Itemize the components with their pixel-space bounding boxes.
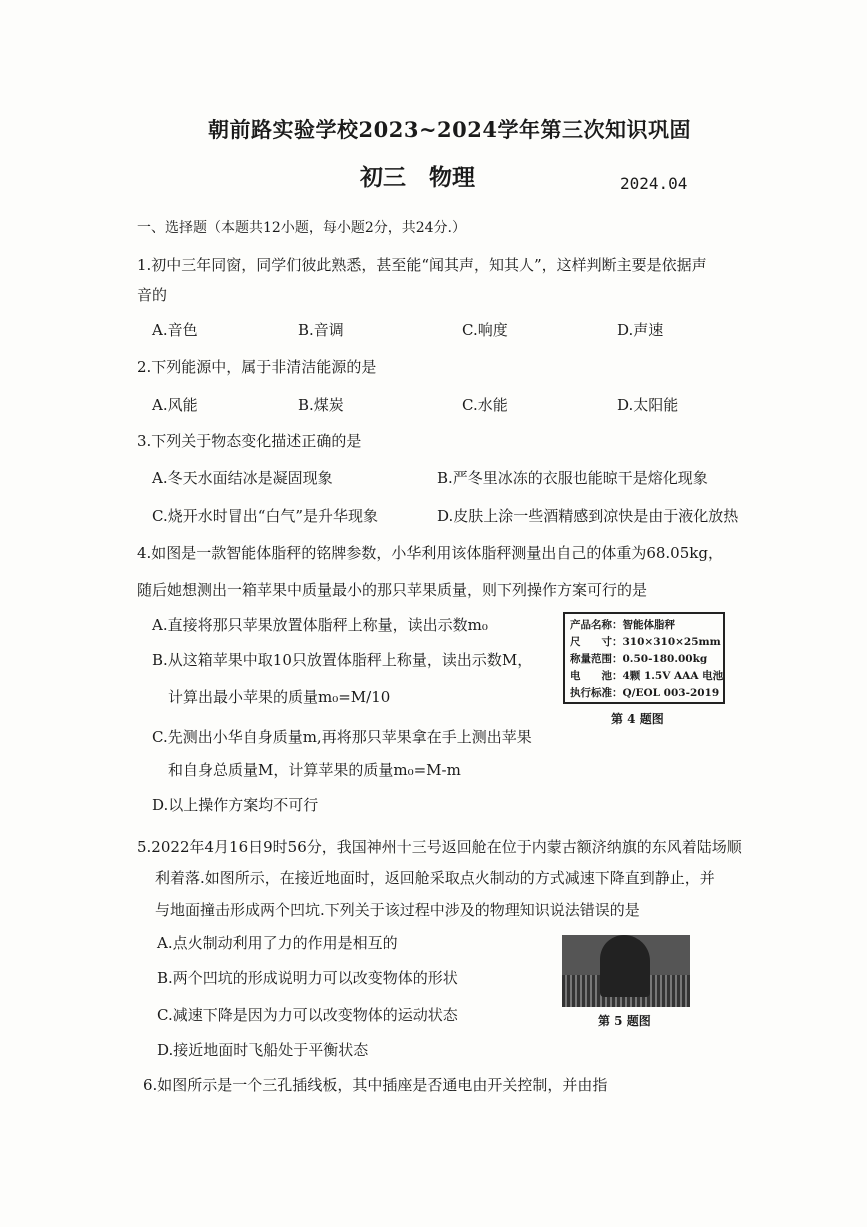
q5-option-a: A.点火制动利用了力的作用是相互的: [157, 934, 398, 952]
spec-line: 尺 寸：310×310×25mm: [570, 636, 721, 648]
q4-stem-cont: 随后她想测出一箱苹果中质量最小的那只苹果质量，则下列操作方案可行的是: [137, 581, 648, 599]
q4-option-a: A.直接将那只苹果放置体脂秤上称量，读出示数m₀: [152, 616, 488, 634]
q5-option-d: D.接近地面时飞船处于平衡状态: [157, 1041, 369, 1059]
capsule-photo: [562, 935, 690, 1007]
q3-stem: 3.下列关于物态变化描述正确的是: [137, 432, 362, 450]
q3-option-d: D.皮肤上涂一些酒精感到凉快是由于液化放热: [437, 507, 739, 525]
exam-title: 朝前路实验学校2023~2024学年第三次知识巩固: [208, 117, 691, 142]
q4-option-b: B.从这箱苹果中取10只放置体脂秤上称量，读出示数M，: [152, 651, 533, 669]
figure-4-caption: 第 4 题图: [611, 712, 664, 726]
q1-stem: 1.初中三年同窗，同学们彼此熟悉，甚至能“闻其声，知其人”，这样判断主要是依据声: [137, 256, 707, 274]
q6-stem: 6.如图所示是一个三孔插线板，其中插座是否通电由开关控制，并由指: [143, 1076, 608, 1094]
q3-option-a: A.冬天水面结冰是凝固现象: [152, 469, 333, 487]
subject: 初三 物理: [360, 164, 475, 191]
nameplate-figure: [563, 612, 725, 704]
q1-stem-cont: 音的: [137, 286, 168, 304]
q5-stem-cont2: 与地面撞击形成两个凹坑.下列关于该过程中涉及的物理知识说法错误的是: [155, 901, 640, 919]
q1-option-b: B.音调: [298, 321, 344, 339]
q2-option-d: D.太阳能: [617, 396, 679, 414]
q2-option-c: C.水能: [462, 396, 508, 414]
figure-5-caption: 第 5 题图: [598, 1014, 651, 1028]
q2-option-a: A.风能: [152, 396, 198, 414]
q5-stem-cont: 利着落.如图所示，在接近地面时，返回舱采取点火制动的方式减速下降直到静止，并: [155, 869, 715, 887]
q3-option-c: C.烧开水时冒出“白气”是升华现象: [152, 507, 379, 525]
spec-line: 执行标准：Q/EOL 003-2019: [570, 687, 720, 699]
q4-stem: 4.如图是一款智能体脂秤的铭牌参数，小华利用该体脂秤测量出自己的体重为68.05kg，: [137, 544, 723, 562]
q1-option-d: D.声速: [617, 321, 664, 339]
exam-date: 2024.04: [620, 174, 688, 193]
spec-line: 产品名称：智能体脂秤: [570, 619, 675, 631]
q2-option-b: B.煤炭: [298, 396, 344, 414]
section-heading: 一、选择题（本题共12小题，每小题2分，共24分.）: [137, 220, 466, 236]
q5-option-b: B.两个凹坑的形成说明力可以改变物体的形状: [157, 969, 458, 987]
q1-option-a: A.音色: [152, 321, 198, 339]
spec-line: 电 池：4颗 1.5V AAA 电池: [570, 670, 724, 682]
q4-option-b-cont: 计算出最小苹果的质量m₀=M/10: [168, 688, 391, 706]
q4-option-d: D.以上操作方案均不可行: [152, 796, 319, 814]
q5-option-c: C.减速下降是因为力可以改变物体的运动状态: [157, 1006, 458, 1024]
spec-line: 称量范围：0.50-180.00kg: [570, 653, 708, 665]
q2-stem: 2.下列能源中，属于非清洁能源的是: [137, 358, 377, 376]
q5-stem: 5.2022年4月16日9时56分，我国神州十三号返回舱在位于内蒙古额济纳旗的东风着陆场顺: [137, 838, 742, 856]
q4-option-c: C.先测出小华自身质量m,再将那只苹果拿在手上测出苹果: [152, 728, 532, 746]
q3-option-b: B.严冬里冰冻的衣服也能晾干是熔化现象: [437, 469, 708, 487]
q1-option-c: C.响度: [462, 321, 508, 339]
q4-option-c-cont: 和自身总质量M，计算苹果的质量m₀=M-m: [168, 761, 461, 779]
